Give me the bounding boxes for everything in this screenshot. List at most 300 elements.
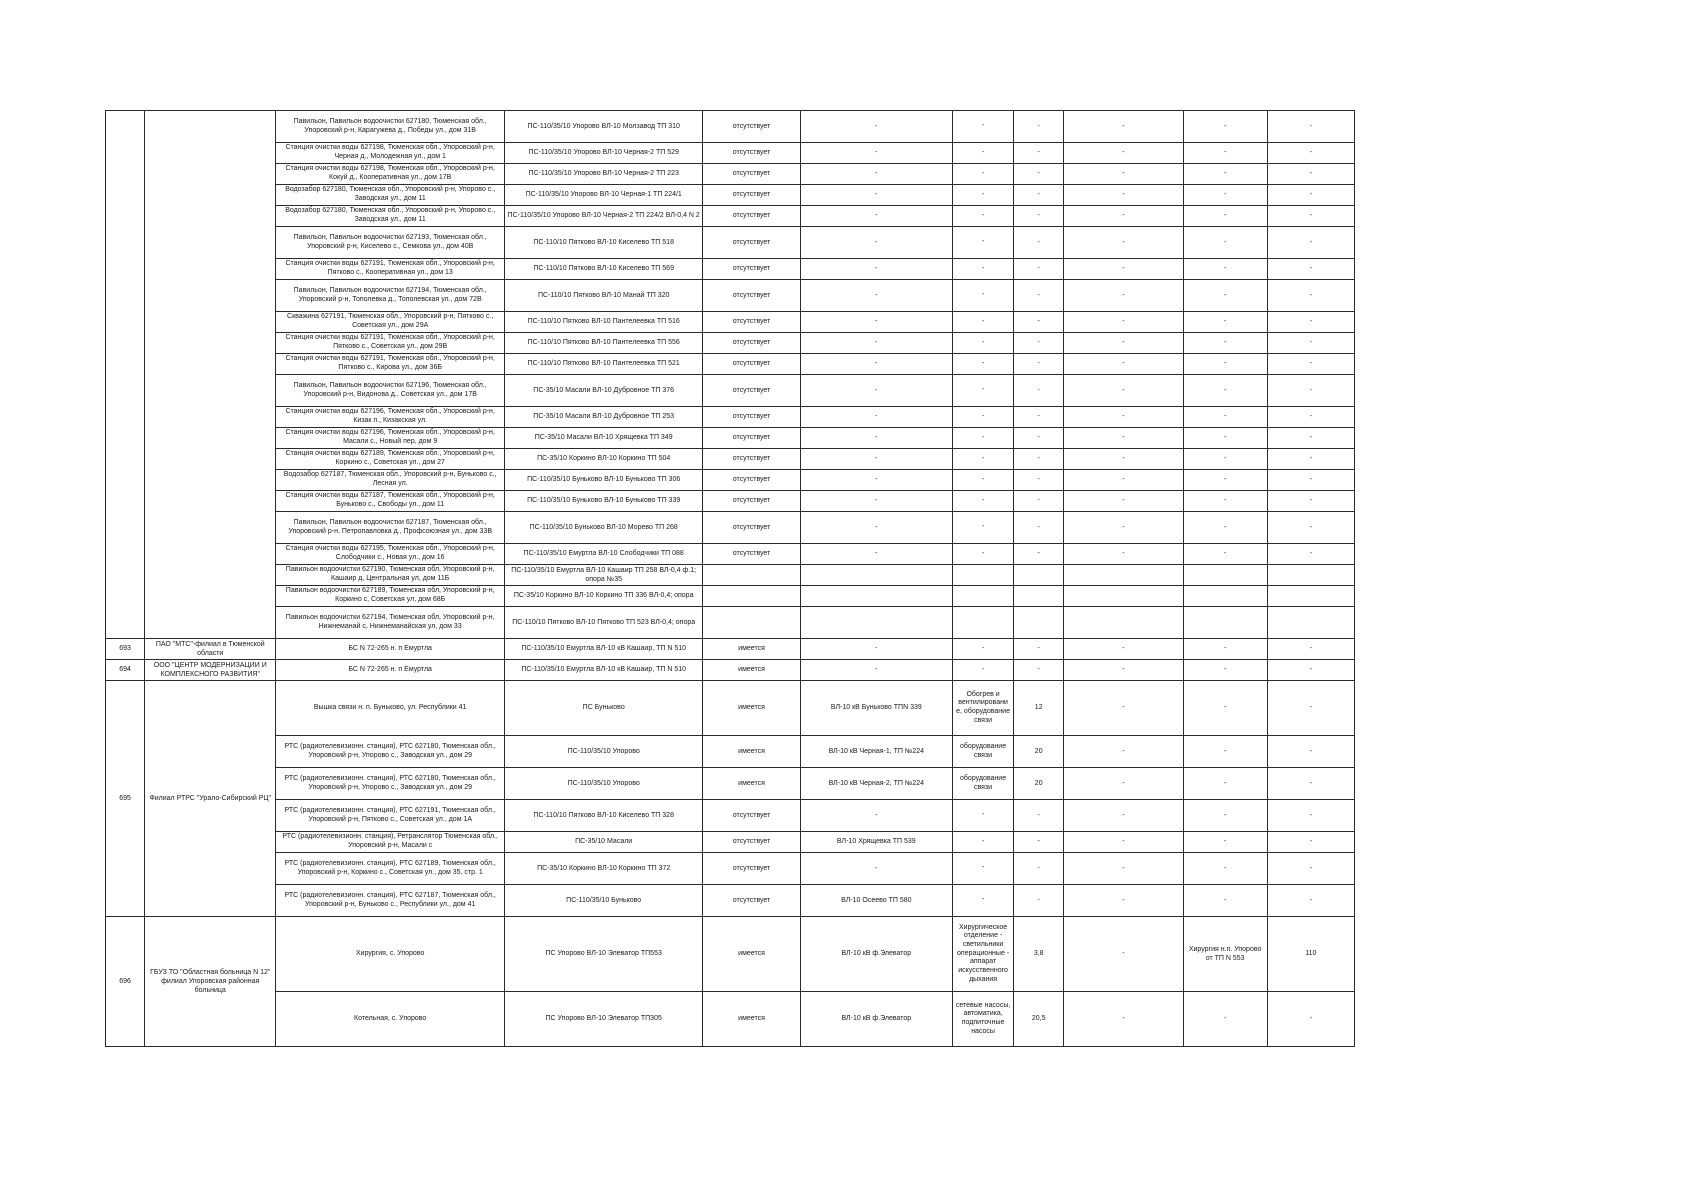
equipment-cell [953, 607, 1014, 639]
column-10-cell: - [1267, 185, 1354, 206]
address-cell: Станция очистки воды 627189, Тюменская обл., Упоровский р-н, Коркино с., Советская ул., дом 27 [276, 449, 505, 470]
equipment-cell: - [953, 832, 1014, 853]
feeder-cell: ПС-110/10 Пятково ВЛ-10 Пантелеевка ТП 516 [504, 312, 702, 333]
table-row [106, 917, 1355, 992]
address-cell: Станция очистки воды 627196, Тюменская обл., Упоровский р-н, Кизак п., Кизакская ул. [276, 407, 505, 428]
feeder-cell: ПС-110/35/10 Упорово [504, 768, 702, 800]
feeder-cell: ПС-110/10 Пятково ВЛ-10 Пятково ТП 523 ВЛ-0,4; опора [504, 607, 702, 639]
equipment-cell [953, 586, 1014, 607]
row-number-cell [106, 111, 145, 639]
table-row [106, 407, 1355, 428]
address-cell: РТС (радиотелевизионн. станция), РТС 627189, Тюменская обл., Упоровский р-н, Коркино с., Советская ул., дом 35, стр. 1 [276, 853, 505, 885]
line-cell [800, 607, 952, 639]
column-9-cell: - [1183, 660, 1267, 681]
address-cell: БС N 72-265 н. п Емуртла [276, 639, 505, 660]
status-cell: отсутствует [703, 853, 800, 885]
column-8-cell: - [1064, 375, 1183, 407]
column-10-cell: - [1267, 111, 1354, 143]
column-8-cell: - [1064, 832, 1183, 853]
feeder-cell: ПС-110/10 Пятково ВЛ-10 Киселево ТП 518 [504, 227, 702, 259]
line-cell: - [800, 428, 952, 449]
status-cell: имеется [703, 768, 800, 800]
status-cell: отсутствует [703, 354, 800, 375]
column-8-cell: - [1064, 470, 1183, 491]
line-cell: - [800, 449, 952, 470]
table-row [106, 259, 1355, 280]
table-row [106, 586, 1355, 607]
column-9-cell: - [1183, 544, 1267, 565]
equipment-cell: - [953, 227, 1014, 259]
column-10-cell: - [1267, 768, 1354, 800]
status-cell: отсутствует [703, 206, 800, 227]
column-9-cell: - [1183, 333, 1267, 354]
feeder-cell: ПС-110/35/10 Буньково [504, 885, 702, 917]
column-9-cell: - [1183, 639, 1267, 660]
table-row [106, 607, 1355, 639]
column-9-cell [1183, 565, 1267, 586]
address-cell: Павильон водоочистки 627194, Тюменская обл, Упоровский р-н, Нижнеманай с, Нижнеманайская ул, дом 33 [276, 607, 505, 639]
column-9-cell: - [1183, 375, 1267, 407]
power-cell [1014, 586, 1064, 607]
status-cell: отсутствует [703, 832, 800, 853]
line-cell: - [800, 407, 952, 428]
column-10-cell: - [1267, 992, 1354, 1047]
column-8-cell: - [1064, 185, 1183, 206]
line-cell: - [800, 206, 952, 227]
column-9-cell: - [1183, 143, 1267, 164]
feeder-cell: ПС-110/35/10 Буньково ВЛ-10 Буньково ТП 339 [504, 491, 702, 512]
column-10-cell: - [1267, 280, 1354, 312]
power-cell: - [1014, 885, 1064, 917]
status-cell: имеется [703, 660, 800, 681]
status-cell [703, 607, 800, 639]
address-cell: Павильон, Павильон водоочистки 627180, Тюменская обл., Упоровский р-н, Карагужева д., Победы ул., дом 31В [276, 111, 505, 143]
status-cell: отсутствует [703, 143, 800, 164]
equipment-cell: - [953, 164, 1014, 185]
line-cell: ВЛ-10 кВ ф.Элеватор [800, 992, 952, 1047]
line-cell: - [800, 227, 952, 259]
feeder-cell: ПС-110/35/10 Упорово ВЛ-10 Черная-2 ТП 223 [504, 164, 702, 185]
equipment-cell: - [953, 206, 1014, 227]
column-10-cell: - [1267, 375, 1354, 407]
feeder-cell: ПС-110/35/10 Емуртла ВЛ-10 Кашаир ТП 258 ВЛ-0,4 ф.1; опора №35 [504, 565, 702, 586]
address-cell: Скважина 627191, Тюменская обл., Упоровский р-н, Пятково с., Советская ул., дом 29А [276, 312, 505, 333]
feeder-cell: ПС-110/10 Пятково ВЛ-10 Киселево ТП 328 [504, 800, 702, 832]
table-row [106, 354, 1355, 375]
address-cell: Водозабор 627180, Тюменская обл., Упоровский р-н, Упорово с., Заводская ул., дом 11 [276, 185, 505, 206]
feeder-cell: ПС-35/10 Масали ВЛ-10 Дубровное ТП 376 [504, 375, 702, 407]
equipment-cell: - [953, 800, 1014, 832]
equipment-cell: - [953, 354, 1014, 375]
address-cell: РТС (радиотелевизионн. станция), РТС 627180, Тюменская обл., Упоровский р-н, Упорово с., Заводская ул., дом 29 [276, 736, 505, 768]
column-8-cell: - [1064, 736, 1183, 768]
address-cell: Станция очистки воды 627187, Тюменская обл., Упоровский р-н, Буньково с., Свободы ул., дом 11 [276, 491, 505, 512]
column-8-cell: - [1064, 992, 1183, 1047]
feeder-cell: ПС-110/35/10 Упорово ВЛ-10 Черная-2 ТП 224/2 ВЛ-0,4 N 2 [504, 206, 702, 227]
power-cell: - [1014, 491, 1064, 512]
column-8-cell: - [1064, 449, 1183, 470]
feeder-cell: ПС Упорово ВЛ-10 Элеватор ТП305 [504, 992, 702, 1047]
table-row [106, 681, 1355, 736]
column-8-cell: - [1064, 681, 1183, 736]
line-cell: ВЛ-10 кВ Черная-1, ТП №224 [800, 736, 952, 768]
column-8-cell: - [1064, 164, 1183, 185]
power-cell: - [1014, 544, 1064, 565]
line-cell: - [800, 111, 952, 143]
column-8-cell: - [1064, 512, 1183, 544]
table-row [106, 111, 1355, 143]
table-row [106, 185, 1355, 206]
power-cell: - [1014, 512, 1064, 544]
line-cell: - [800, 544, 952, 565]
feeder-cell: ПС-110/35/10 Буньково ВЛ-10 Буньково ТП 306 [504, 470, 702, 491]
column-8-cell: - [1064, 407, 1183, 428]
address-cell: Павильон, Павильон водоочистки 627187, Тюменская обл., Упоровский р-н, Петропавловка д., Профсоюзная ул., дом 33В [276, 512, 505, 544]
column-9-cell: - [1183, 354, 1267, 375]
status-cell [703, 586, 800, 607]
status-cell: отсутствует [703, 407, 800, 428]
column-8-cell: - [1064, 227, 1183, 259]
power-cell: - [1014, 832, 1064, 853]
feeder-cell: ПС-110/35/10 Упорово ВЛ-10 Молзавод ТП 310 [504, 111, 702, 143]
table-row [106, 736, 1355, 768]
table-row [106, 312, 1355, 333]
status-cell: отсутствует [703, 333, 800, 354]
line-cell: - [800, 312, 952, 333]
status-cell: имеется [703, 992, 800, 1047]
status-cell: отсутствует [703, 512, 800, 544]
line-cell: - [800, 375, 952, 407]
feeder-cell: ПС-110/35/10 Емуртла ВЛ-10 Слободчики ТП 088 [504, 544, 702, 565]
table-row [106, 768, 1355, 800]
equipment-cell: - [953, 143, 1014, 164]
feeder-cell: ПС-110/35/10 Упорово ВЛ-10 Черная-1 ТП 224/1 [504, 185, 702, 206]
organization-cell [145, 111, 276, 639]
address-cell: Водозабор 627180, Тюменская обл., Упоровский р-н, Упорово с., Заводская ул., дом 11 [276, 206, 505, 227]
status-cell: имеется [703, 917, 800, 992]
column-9-cell: - [1183, 280, 1267, 312]
line-cell: - [800, 639, 952, 660]
status-cell: отсутствует [703, 227, 800, 259]
column-10-cell: - [1267, 143, 1354, 164]
column-8-cell: - [1064, 428, 1183, 449]
address-cell: Павильон, Павильон водоочистки 627194, Тюменская обл., Упоровский р-н, Тополевка д., Тополевская ул., дом 72В [276, 280, 505, 312]
line-cell: - [800, 143, 952, 164]
equipment-cell: - [953, 660, 1014, 681]
table-row [106, 470, 1355, 491]
equipment-cell: - [953, 885, 1014, 917]
column-9-cell: - [1183, 992, 1267, 1047]
column-10-cell: - [1267, 800, 1354, 832]
column-9-cell: - [1183, 428, 1267, 449]
status-cell: отсутствует [703, 544, 800, 565]
table-row [106, 375, 1355, 407]
power-cell: 20,5 [1014, 992, 1064, 1047]
network-objects-table [105, 110, 1355, 1047]
line-cell: - [800, 185, 952, 206]
address-cell: Павильон, Павильон водоочистки 627196, Тюменская обл., Упоровский р-н, Видонова д., Советская ул., дом 17В [276, 375, 505, 407]
equipment-cell: - [953, 491, 1014, 512]
feeder-cell: ПС-35/10 Коркино ВЛ-10 Коркино ТП 504 [504, 449, 702, 470]
column-10-cell: - [1267, 832, 1354, 853]
address-cell: РТС (радиотелевизионн. станция), РТС 627191, Тюменская обл., Упоровский р-н, Пятково с., Советская ул., дом 1А [276, 800, 505, 832]
address-cell: Вышка связи н. п. Буньково, ул. Республики 41 [276, 681, 505, 736]
feeder-cell: ПС-110/35/10 Упорово [504, 736, 702, 768]
equipment-cell: - [953, 470, 1014, 491]
column-10-cell: - [1267, 736, 1354, 768]
equipment-cell: - [953, 333, 1014, 354]
line-cell: - [800, 259, 952, 280]
feeder-cell: ПС-110/35/10 Упорово ВЛ-10 Черная-2 ТП 529 [504, 143, 702, 164]
table-row [106, 992, 1355, 1047]
column-8-cell: - [1064, 312, 1183, 333]
power-cell: - [1014, 470, 1064, 491]
power-cell: - [1014, 111, 1064, 143]
column-9-cell: - [1183, 206, 1267, 227]
line-cell: - [800, 354, 952, 375]
column-8-cell: - [1064, 111, 1183, 143]
equipment-cell: - [953, 853, 1014, 885]
line-cell: ВЛ-10 Хрящевка ТП 539 [800, 832, 952, 853]
line-cell: - [800, 853, 952, 885]
column-10-cell: - [1267, 312, 1354, 333]
line-cell: - [800, 660, 952, 681]
table-row [106, 660, 1355, 681]
power-cell: 20 [1014, 768, 1064, 800]
row-number-cell: 696 [106, 917, 145, 1047]
equipment-cell: - [953, 639, 1014, 660]
address-cell: Станция очистки воды 627198, Тюменская обл., Упоровский р-н, Кокуй д., Кооперативная ул., дом 17В [276, 164, 505, 185]
column-8-cell: - [1064, 885, 1183, 917]
feeder-cell: ПС-110/10 Пятково ВЛ-10 Пантелеевка ТП 521 [504, 354, 702, 375]
table-row [106, 512, 1355, 544]
column-9-cell: - [1183, 885, 1267, 917]
column-10-cell: - [1267, 853, 1354, 885]
equipment-cell: Обогрев и вентилировани е, оборудование связи [953, 681, 1014, 736]
feeder-cell: ПС-35/10 Коркино ВЛ-10 Коркино ТП 336 ВЛ-0,4; опора [504, 586, 702, 607]
row-number-cell: 694 [106, 660, 145, 681]
column-8-cell: - [1064, 544, 1183, 565]
column-9-cell: - [1183, 470, 1267, 491]
column-9-cell: - [1183, 512, 1267, 544]
status-cell: отсутствует [703, 375, 800, 407]
status-cell: имеется [703, 736, 800, 768]
feeder-cell: ПС-35/10 Масали ВЛ-10 Хрящевка ТП 349 [504, 428, 702, 449]
equipment-cell: - [953, 407, 1014, 428]
address-cell: РТС (радиотелевизионн. станция), РТС 627187, Тюменская обл., Упоровский р-н, Буньково с., Республики ул., дом 41 [276, 885, 505, 917]
feeder-cell: ПС-110/35/10 Буньково ВЛ-10 Морево ТП 268 [504, 512, 702, 544]
table-row [106, 885, 1355, 917]
line-cell: ВЛ-10 кВ Буньково ТПN 339 [800, 681, 952, 736]
column-9-cell: - [1183, 407, 1267, 428]
power-cell: 20 [1014, 736, 1064, 768]
table-row [106, 227, 1355, 259]
power-cell [1014, 565, 1064, 586]
feeder-cell: ПС-110/10 Пятково ВЛ-10 Манай ТП 320 [504, 280, 702, 312]
status-cell: отсутствует [703, 491, 800, 512]
column-8-cell [1064, 607, 1183, 639]
table-row [106, 565, 1355, 586]
organization-cell: Филиал РТРС "Урало-Сибирский РЦ" [145, 681, 276, 917]
table-row [106, 491, 1355, 512]
power-cell: 3,8 [1014, 917, 1064, 992]
status-cell: отсутствует [703, 185, 800, 206]
status-cell: отсутствует [703, 800, 800, 832]
column-10-cell: - [1267, 639, 1354, 660]
column-8-cell: - [1064, 768, 1183, 800]
column-8-cell: - [1064, 917, 1183, 992]
address-cell: Станция очистки воды 627191, Тюменская обл., Упоровский р-н, Пятково с., Советская ул., дом 29В [276, 333, 505, 354]
column-10-cell: - [1267, 227, 1354, 259]
equipment-cell: - [953, 512, 1014, 544]
power-cell: - [1014, 280, 1064, 312]
column-9-cell: - [1183, 185, 1267, 206]
column-9-cell: - [1183, 449, 1267, 470]
line-cell: - [800, 800, 952, 832]
column-10-cell: - [1267, 428, 1354, 449]
feeder-cell: ПС-35/10 Коркино ВЛ-10 Коркино ТП 372 [504, 853, 702, 885]
line-cell [800, 565, 952, 586]
address-cell: Павильон водоочистки 627189, Тюменская обл, Упоровский р-н, Коркино с, Советская ул, дом 68Б [276, 586, 505, 607]
table-row [106, 164, 1355, 185]
column-8-cell [1064, 586, 1183, 607]
column-10-cell: - [1267, 660, 1354, 681]
equipment-cell: - [953, 280, 1014, 312]
power-cell: - [1014, 259, 1064, 280]
power-cell: - [1014, 853, 1064, 885]
column-9-cell: - [1183, 736, 1267, 768]
table-row [106, 832, 1355, 853]
column-9-cell: - [1183, 312, 1267, 333]
column-8-cell: - [1064, 639, 1183, 660]
table-row [106, 639, 1355, 660]
column-9-cell: - [1183, 800, 1267, 832]
column-9-cell: - [1183, 164, 1267, 185]
feeder-cell: ПС-110/35/10 Емуртла ВЛ-10 кВ Кашаир, ТП N 510 [504, 639, 702, 660]
power-cell: - [1014, 206, 1064, 227]
column-10-cell: - [1267, 206, 1354, 227]
address-cell: Павильон водоочистки 627190, Тюменская обл, Упоровский р-н, Кашаир д, Центральная ул, дом 11Б [276, 565, 505, 586]
address-cell: Станция очистки воды 627191, Тюменская обл., Упоровский р-н, Пятково с., Кооперативная ул., дом 13 [276, 259, 505, 280]
power-cell: - [1014, 800, 1064, 832]
column-10-cell: - [1267, 407, 1354, 428]
table-row [106, 333, 1355, 354]
column-10-cell: - [1267, 512, 1354, 544]
status-cell: отсутствует [703, 428, 800, 449]
column-9-cell: - [1183, 111, 1267, 143]
power-cell: - [1014, 143, 1064, 164]
column-9-cell: Хирургия н.п. Упорово от ТП N 553 [1183, 917, 1267, 992]
table-row [106, 280, 1355, 312]
line-cell: - [800, 280, 952, 312]
line-cell [800, 586, 952, 607]
equipment-cell: сетевые насосы, автоматика, подпиточные насосы [953, 992, 1014, 1047]
equipment-cell: - [953, 312, 1014, 333]
power-cell: - [1014, 354, 1064, 375]
line-cell: - [800, 164, 952, 185]
line-cell: - [800, 333, 952, 354]
column-10-cell [1267, 565, 1354, 586]
column-10-cell: 110 [1267, 917, 1354, 992]
line-cell: - [800, 512, 952, 544]
address-cell: Станция очистки воды 627196, Тюменская обл., Упоровский р-н, Масали с., Новый пер, дом 9 [276, 428, 505, 449]
line-cell: - [800, 491, 952, 512]
column-10-cell [1267, 607, 1354, 639]
feeder-cell: ПС-110/10 Пятково ВЛ-10 Киселево ТП 569 [504, 259, 702, 280]
column-9-cell: - [1183, 832, 1267, 853]
power-cell: - [1014, 333, 1064, 354]
column-10-cell: - [1267, 259, 1354, 280]
line-cell: - [800, 470, 952, 491]
equipment-cell: оборудование связи [953, 768, 1014, 800]
column-10-cell: - [1267, 470, 1354, 491]
address-cell: БС N 72-265 н. п Емуртла [276, 660, 505, 681]
feeder-cell: ПС Буньково [504, 681, 702, 736]
address-cell: Котельная, с. Упорово [276, 992, 505, 1047]
power-cell: - [1014, 449, 1064, 470]
column-10-cell: - [1267, 164, 1354, 185]
column-8-cell: - [1064, 491, 1183, 512]
power-cell: - [1014, 185, 1064, 206]
column-8-cell: - [1064, 280, 1183, 312]
power-cell: - [1014, 660, 1064, 681]
column-10-cell: - [1267, 333, 1354, 354]
equipment-cell: - [953, 185, 1014, 206]
column-8-cell: - [1064, 800, 1183, 832]
organization-cell: ГБУЗ ТО "Областная больница N 12" филиал Упоровская районная больница [145, 917, 276, 1047]
column-8-cell [1064, 565, 1183, 586]
column-10-cell: - [1267, 449, 1354, 470]
column-8-cell: - [1064, 333, 1183, 354]
column-10-cell: - [1267, 491, 1354, 512]
address-cell: Водозабор 627187, Тюменская обл., Упоровский р-н, Буньково с., Лесная ул. [276, 470, 505, 491]
power-cell: - [1014, 164, 1064, 185]
column-10-cell: - [1267, 354, 1354, 375]
column-9-cell: - [1183, 227, 1267, 259]
table-row [106, 206, 1355, 227]
table-row [106, 544, 1355, 565]
line-cell: ВЛ-10 кВ ф.Элеватор [800, 917, 952, 992]
power-cell: - [1014, 407, 1064, 428]
organization-cell: ООО "ЦЕНТР МОДЕРНИЗАЦИИ И КОМПЛЕКСНОГО РАЗВИТИЯ" [145, 660, 276, 681]
power-cell [1014, 607, 1064, 639]
address-cell: Станция очистки воды 627198, Тюменская обл., Упоровский р-н, Черная д., Молодежная ул., дом 1 [276, 143, 505, 164]
column-8-cell: - [1064, 853, 1183, 885]
column-9-cell: - [1183, 681, 1267, 736]
equipment-cell: оборудование связи [953, 736, 1014, 768]
power-cell: - [1014, 312, 1064, 333]
address-cell: Хирургия, с. Упорово [276, 917, 505, 992]
power-cell: - [1014, 375, 1064, 407]
address-cell: РТС (радиотелевизионн. станция), Ретранслятор Тюменская обл., Упоровский р-н, Масали с [276, 832, 505, 853]
status-cell: имеется [703, 639, 800, 660]
column-9-cell: - [1183, 853, 1267, 885]
address-cell: Станция очистки воды 627191, Тюменская обл., Упоровский р-н, Пятково с., Кирова ул., дом 36Б [276, 354, 505, 375]
address-cell: РТС (радиотелевизионн. станция), РТС 627180, Тюменская обл., Упоровский р-н, Упорово с., Заводская ул., дом 29 [276, 768, 505, 800]
power-cell: - [1014, 639, 1064, 660]
column-8-cell: - [1064, 354, 1183, 375]
row-number-cell: 693 [106, 639, 145, 660]
power-cell: 12 [1014, 681, 1064, 736]
status-cell: отсутствует [703, 885, 800, 917]
feeder-cell: ПС-110/35/10 Емуртла ВЛ-10 кВ Кашаир, ТП N 510 [504, 660, 702, 681]
status-cell: отсутствует [703, 449, 800, 470]
equipment-cell: - [953, 544, 1014, 565]
equipment-cell: - [953, 259, 1014, 280]
equipment-cell: - [953, 428, 1014, 449]
power-cell: - [1014, 428, 1064, 449]
column-9-cell [1183, 607, 1267, 639]
